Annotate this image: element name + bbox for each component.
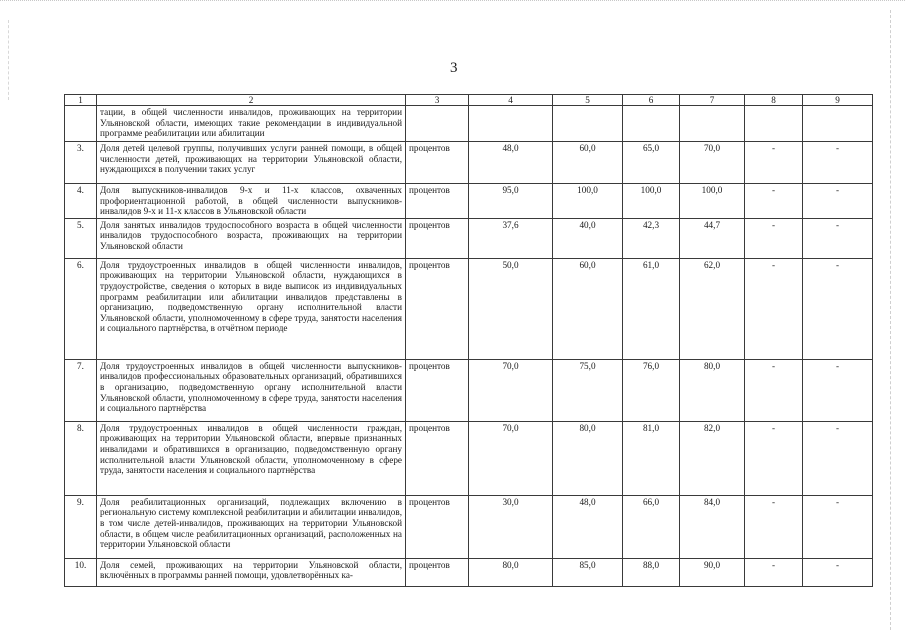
row-value-col7 — [680, 106, 745, 142]
page-number: 3 — [450, 60, 458, 76]
table-row — [65, 184, 873, 219]
row-unit: процентов — [406, 359, 469, 421]
row-value-col4: 70,0 — [469, 359, 553, 421]
table-row — [65, 218, 873, 258]
row-value-col5: 100,0 — [553, 184, 623, 219]
row-value-col8: - — [745, 142, 803, 184]
table-row — [65, 258, 873, 359]
row-value-col9: - — [803, 184, 873, 219]
table-row — [65, 359, 873, 421]
row-value-col4: 70,0 — [469, 421, 553, 495]
row-unit: процентов — [406, 184, 469, 219]
row-description: Доля детей целевой группы, получивших услуги ранней помощи, в общей численности детей, проживающих на территории Ульяновской области, нуждающихся в получении таких услуг — [97, 142, 406, 184]
row-value-col5: 60,0 — [553, 258, 623, 359]
header-cell: 1 — [65, 95, 97, 106]
row-value-col4: 95,0 — [469, 184, 553, 219]
header-cell: 7 — [680, 95, 745, 106]
row-unit: процентов — [406, 142, 469, 184]
row-value-col4: 37,6 — [469, 218, 553, 258]
row-value-col6: 42,3 — [623, 218, 680, 258]
table-header-row — [65, 95, 873, 106]
row-description: Доля семей, проживающих на территории Ульяновской области, включённых в программы ранней помощи, удовлетворённых ка- — [97, 558, 406, 586]
row-number: 6. — [65, 258, 97, 359]
row-value-col9: - — [803, 421, 873, 495]
row-value-col5: 48,0 — [553, 495, 623, 558]
row-number: 7. — [65, 359, 97, 421]
row-value-col6: 61,0 — [623, 258, 680, 359]
row-value-col4 — [469, 106, 553, 142]
header-cell: 8 — [745, 95, 803, 106]
header-cell: 2 — [97, 95, 406, 106]
row-value-col8: - — [745, 218, 803, 258]
row-value-col6: 65,0 — [623, 142, 680, 184]
table-body — [65, 95, 873, 587]
header-cell: 9 — [803, 95, 873, 106]
row-number: 9. — [65, 495, 97, 558]
table-row — [65, 421, 873, 495]
row-value-col7: 80,0 — [680, 359, 745, 421]
row-description: Доля трудоустроенных инвалидов в общей численности граждан, проживающих на территории Ульяновской области, впервые признанных инвалидами и обратившихся в организацию, подведомственную органу исполнительной власти Ульяновской области, уполномоченному в сфере труда, занятости населения и социального партнёрства — [97, 421, 406, 495]
header-cell: 6 — [623, 95, 680, 106]
row-value-col8: - — [745, 495, 803, 558]
table-row — [65, 558, 873, 586]
row-unit: процентов — [406, 258, 469, 359]
row-value-col4: 30,0 — [469, 495, 553, 558]
row-value-col8 — [745, 106, 803, 142]
row-value-col9: - — [803, 359, 873, 421]
row-value-col9: - — [803, 558, 873, 586]
row-value-col7: 90,0 — [680, 558, 745, 586]
row-number: 8. — [65, 421, 97, 495]
row-value-col5 — [553, 106, 623, 142]
scan-edge-top — [0, 0, 905, 7]
row-description: Доля выпускников-инвалидов 9-х и 11-х классов, охваченных профориентационной работой, в общей численности выпускников-инвалидов 9-х и 11-х классов в Ульяновской области — [97, 184, 406, 219]
row-value-col6: 100,0 — [623, 184, 680, 219]
row-value-col8: - — [745, 184, 803, 219]
row-value-col6: 81,0 — [623, 421, 680, 495]
row-number: 10. — [65, 558, 97, 586]
row-value-col7: 82,0 — [680, 421, 745, 495]
table-row — [65, 106, 873, 142]
row-number — [65, 106, 97, 142]
row-value-col8: - — [745, 558, 803, 586]
indicators-table — [64, 94, 873, 587]
row-value-col6 — [623, 106, 680, 142]
row-value-col7: 44,7 — [680, 218, 745, 258]
scan-edge-left — [8, 20, 10, 100]
row-description: Доля трудоустроенных инвалидов в общей численности инвалидов, проживающих на территории Ульяновской области, нуждающихся в трудоустройстве, сведения о которых в виде выписок из индивидуальных программ реабилитации или абилитации инвалидов представлены в организацию, подведомственную органу исполнительной власти Ульяновской области, уполномоченному в сфере труда, занятости населения и социального партнёрства, в отчётном периоде — [97, 258, 406, 359]
row-unit: процентов — [406, 218, 469, 258]
row-value-col5: 75,0 — [553, 359, 623, 421]
row-number: 3. — [65, 142, 97, 184]
row-value-col9: - — [803, 258, 873, 359]
row-value-col7: 84,0 — [680, 495, 745, 558]
row-description: Доля занятых инвалидов трудоспособного возраста в общей численности инвалидов трудоспособного возраста, проживающих на территории Ульяновской области — [97, 218, 406, 258]
row-unit: процентов — [406, 558, 469, 586]
row-value-col5: 60,0 — [553, 142, 623, 184]
table-row — [65, 142, 873, 184]
scan-edge-right — [889, 10, 891, 630]
row-value-col9: - — [803, 218, 873, 258]
header-cell: 4 — [469, 95, 553, 106]
row-value-col7: 100,0 — [680, 184, 745, 219]
row-value-col4: 48,0 — [469, 142, 553, 184]
row-unit: процентов — [406, 495, 469, 558]
row-value-col8: - — [745, 359, 803, 421]
row-value-col6: 76,0 — [623, 359, 680, 421]
row-value-col5: 40,0 — [553, 218, 623, 258]
row-value-col6: 66,0 — [623, 495, 680, 558]
header-cell: 3 — [406, 95, 469, 106]
row-description: Доля трудоустроенных инвалидов в общей численности выпускников-инвалидов профессиональных образовательных организаций, обратившихся в организацию, подведомственную органу исполнительной власти Ульяновской области, уполномоченному в сфере труда, занятости населения и социального партнёрства — [97, 359, 406, 421]
row-number: 5. — [65, 218, 97, 258]
row-value-col9 — [803, 106, 873, 142]
row-value-col7: 62,0 — [680, 258, 745, 359]
row-value-col4: 80,0 — [469, 558, 553, 586]
row-value-col8: - — [745, 258, 803, 359]
row-value-col4: 50,0 — [469, 258, 553, 359]
row-number: 4. — [65, 184, 97, 219]
row-value-col5: 85,0 — [553, 558, 623, 586]
row-value-col9: - — [803, 495, 873, 558]
row-unit: процентов — [406, 421, 469, 495]
row-value-col6: 88,0 — [623, 558, 680, 586]
row-value-col7: 70,0 — [680, 142, 745, 184]
row-unit — [406, 106, 469, 142]
row-value-col8: - — [745, 421, 803, 495]
row-value-col9: - — [803, 142, 873, 184]
row-description: тации, в общей численности инвалидов, проживающих на территории Ульяновской области, имеющих такие рекомендации в индивидуальной программе реабилитации или абилитации — [97, 106, 406, 142]
row-description: Доля реабилитационных организаций, подлежащих включению в региональную систему комплексной реабилитации и абилитации инвалидов, в том числе детей-инвалидов, проживающих на территории Ульяновской области, в общем числе реабилитационных организаций, расположенных на территории Ульяновской области — [97, 495, 406, 558]
row-value-col5: 80,0 — [553, 421, 623, 495]
table-row — [65, 495, 873, 558]
header-cell: 5 — [553, 95, 623, 106]
